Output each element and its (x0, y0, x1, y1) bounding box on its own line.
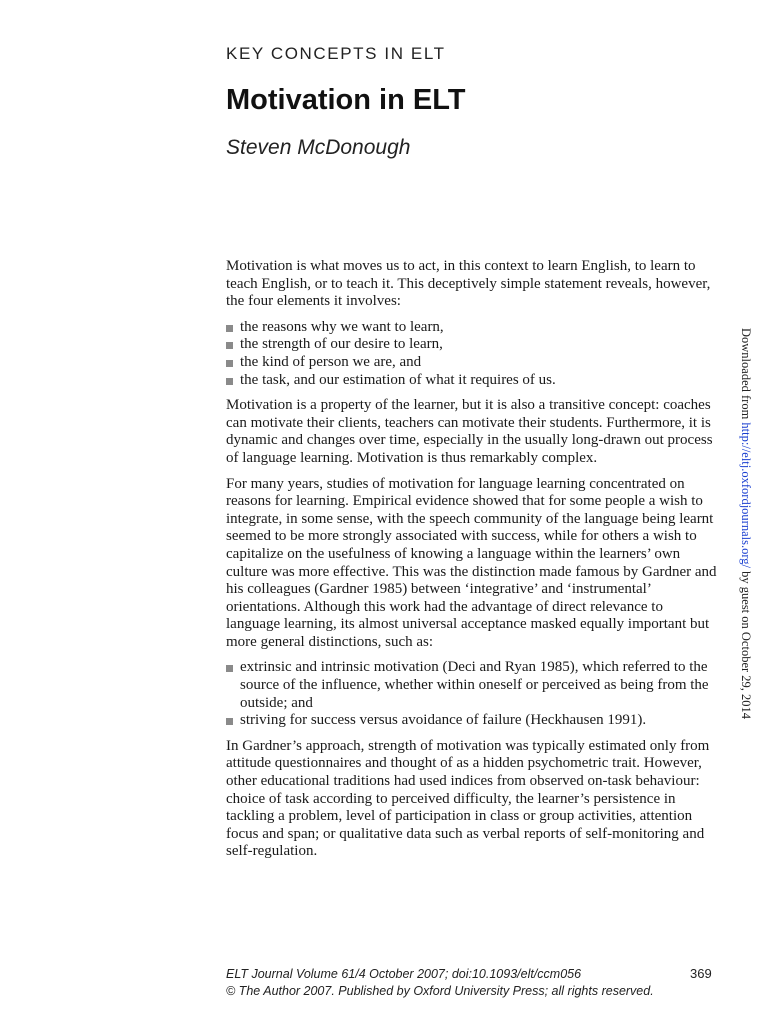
list-item: the strength of our desire to learn, (226, 336, 718, 354)
list-item: the kind of person we are, and (226, 354, 718, 372)
paragraph-1: Motivation is what moves us to act, in this context to learn English, to learn to teach English, or to teach it. This deceptively simple statement reveals, however, the four elements it involves: (226, 258, 711, 310)
square-bullet-icon (226, 718, 233, 725)
citation-footer (226, 966, 654, 1000)
square-bullet-icon (226, 665, 233, 672)
page-number: 369 (690, 966, 712, 981)
list-item: striving for success versus avoidance of failure (Heckhausen 1991). (226, 712, 718, 730)
article-body (226, 258, 718, 869)
paragraph-3: For many years, studies of motivation for language learning concentrated on reasons for learning. Empirical evidence showed that for some people a wish to integrate, in some sense, with the speech community of the language being learnt seemed to be more strongly associated with success, while for others a wish to capitalize on the usefulness of knowing a language within the learners’ own culture was more effective. This was the distinction made famous by Gardner and his colleagues (Gardner 1985) between ‘integrative’ and ‘instrumental’ orientations. Although this work had the advantage of direct relevance to language learning, its almost universal acceptance masked equally important but more general distinctions, such as: (226, 475, 717, 650)
list-item: the reasons why we want to learn, (226, 319, 718, 337)
article-author: Steven McDonough (226, 136, 411, 159)
list-item: the task, and our estimation of what it requires of us. (226, 372, 718, 390)
elements-list (226, 319, 718, 389)
copyright-line: © The Author 2007. Published by Oxford University Press; all rights reserved. (226, 984, 654, 998)
journal-citation: ELT Journal Volume 61/4 October 2007; doi:10.1093/elt/ccm056 (226, 967, 582, 981)
list-item: extrinsic and intrinsic motivation (Deci and Ryan 1985), which referred to the source of the influence, whether within oneself or perceived as being from the outside; and (226, 659, 718, 712)
square-bullet-icon (226, 342, 233, 349)
paragraph-4: In Gardner’s approach, strength of motivation was typically estimated only from attitude questionnaires and thought of as a hidden psychometric trait. However, other educational traditions had used indices from observed on-task behaviour: choice of task according to perceived difficulty, the learner’s persistence in tackling a problem, level of participation in class or group activities, attention focus and span; or qualitative data such as verbal reports of self-monitoring and self-regulation. (226, 737, 710, 860)
download-note: Downloaded from http://eltj.oxfordjournals.org/ by guest on October 29, 2014 (739, 328, 753, 720)
square-bullet-icon (226, 378, 233, 385)
square-bullet-icon (226, 325, 233, 332)
square-bullet-icon (226, 360, 233, 367)
article-title: Motivation in ELT (226, 84, 466, 116)
distinctions-list (226, 659, 718, 729)
section-label: KEY CONCEPTS IN ELT (226, 44, 446, 63)
journal-link[interactable]: http://eltj.oxfordjournals.org/ (739, 422, 753, 569)
paragraph-2: Motivation is a property of the learner, but it is also a transitive concept: coaches can motivate their clients, teachers can motivate their students. Furthermore, it is dynamic and changes over time, especially in the usually long-drawn out process of language learning. Motivation is thus remarkably complex. (226, 397, 713, 466)
